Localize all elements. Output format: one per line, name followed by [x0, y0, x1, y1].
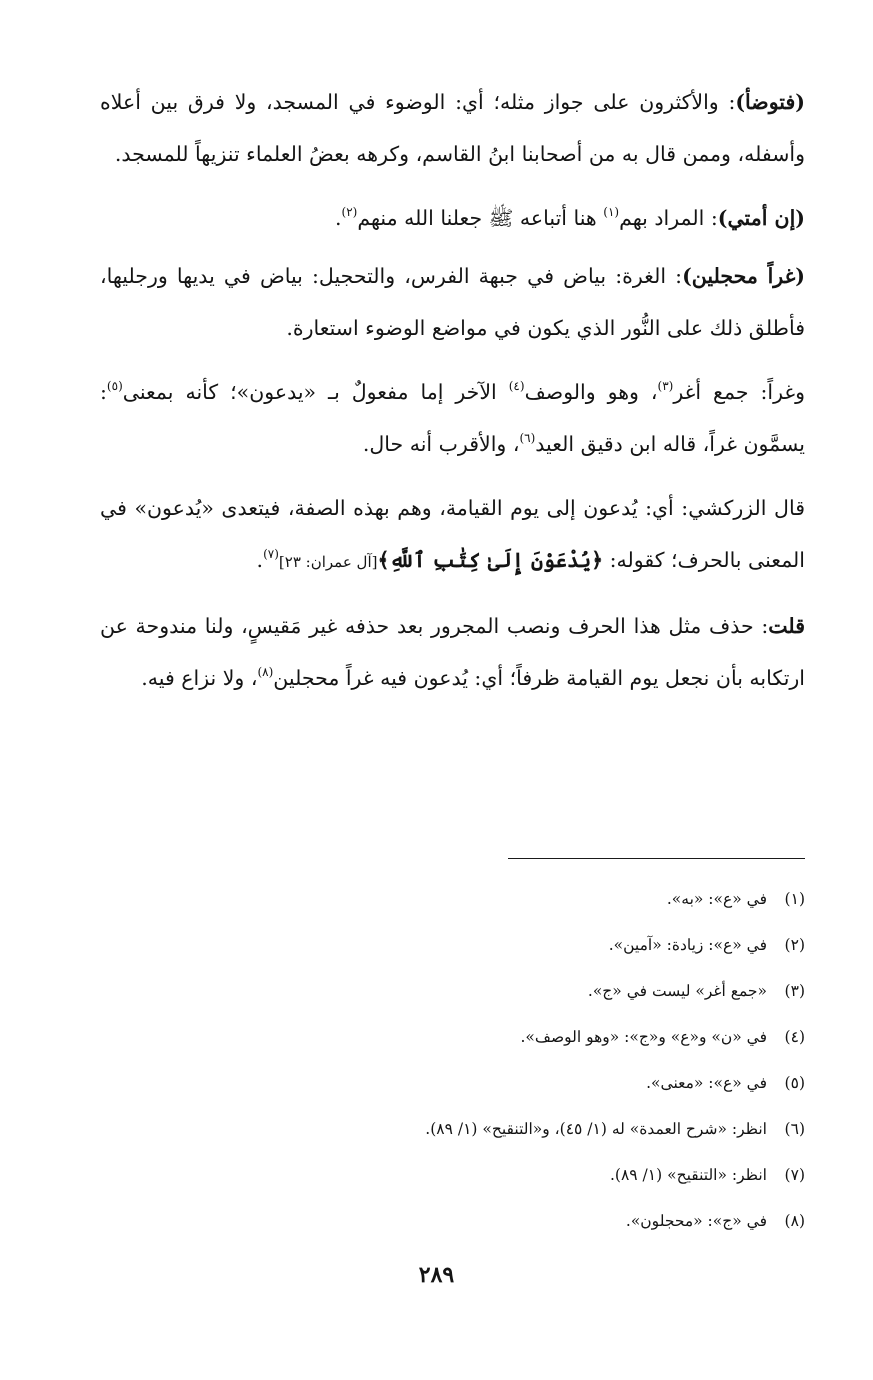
paragraph-agharr [100, 366, 805, 470]
footnote-item [100, 968, 805, 1014]
paragraph-ghurran [100, 250, 805, 354]
footnote-item [100, 1152, 805, 1198]
footnote-number: (٤) [784, 1028, 805, 1046]
footnote-item [100, 922, 805, 968]
footnote-number: (١) [784, 890, 805, 908]
quran-verse: ﴿يُدْعَوْنَ إِلَىٰ كِتَٰبِ ٱللَّهِ﴾ [377, 548, 604, 572]
paragraph-text: . [256, 548, 264, 572]
paragraph-text: : حذف مثل هذا الحرف ونصب المجرور بعد حذفه غير مَقيسٍ، ولنا مندوحة عن ارتكابه بأن نجعل يوم القيامة ظرفاً؛ أي: يُدعون فيه غراً محجلين [100, 614, 805, 690]
footnote-marker[interactable]: (٣) [657, 379, 674, 393]
lemma-heading: قلت [768, 614, 805, 638]
footnote-number: (٢) [784, 936, 805, 954]
page-number: ٢٨٩ [418, 1262, 455, 1288]
footnote-number: (٦) [784, 1120, 805, 1138]
paragraph-zarkashi [100, 482, 805, 588]
footnote-item [100, 1060, 805, 1106]
paragraph-text: ، والأقرب أنه حال. [362, 432, 520, 456]
footnote-marker[interactable]: (٢) [341, 205, 358, 219]
footnotes-list [100, 876, 805, 1244]
paragraph-inna-ummati [100, 192, 805, 244]
footnote-marker[interactable]: (٨) [257, 665, 274, 679]
lemma-heading: (غراً محجلين) [682, 264, 805, 288]
lemma-heading: (فتوضأ) [735, 90, 805, 114]
paragraph-text: قال الزركشي: أي: يُدعون إلى يوم القيامة، وهم بهذه الصفة، فيتعدى «يُدعون» في المعنى بالحرف؛ كقوله: [100, 496, 805, 572]
footnote-marker[interactable]: (١) [603, 205, 620, 219]
paragraph-text: : يسمَّون غراً، قاله ابن دقيق العيد [100, 380, 805, 456]
footnote-text: انظر: «شرح العمدة» له (١/ ٤٥)، و«التنقيح» (١/ ٨٩). [425, 1120, 767, 1138]
footnote-text: في «ع»: «به». [666, 890, 767, 908]
paragraph-text: ، ولا نزاع فيه. [141, 666, 258, 690]
footnote-text: انظر: «التنقيح» (١/ ٨٩). [609, 1166, 767, 1184]
paragraph-text: : المراد بهم [619, 206, 718, 230]
footnote-number: (٥) [784, 1074, 805, 1092]
paragraph-text: . [334, 206, 342, 230]
footnote-item [100, 876, 805, 922]
paragraph-text: ، وهو والوصف [524, 380, 658, 404]
footnote-marker[interactable]: (٧) [263, 547, 279, 561]
main-text [100, 76, 805, 716]
footnote-text: في «ع»: زيادة: «آمين». [608, 936, 767, 954]
footnote-marker[interactable]: (٤) [508, 379, 525, 393]
footnote-separator [508, 858, 805, 859]
footnote-text: في «ج»: «محجلون». [625, 1212, 767, 1230]
footnote-item [100, 1014, 805, 1060]
paragraph-text: هنا أتباعه ﷺ جعلنا الله منهم [357, 206, 604, 230]
paragraph-fatawadda [100, 76, 805, 180]
footnote-item [100, 1198, 805, 1244]
lemma-heading: (إن أمتي) [717, 206, 805, 230]
paragraph-text: وغراً: جمع أغر [673, 380, 806, 404]
paragraph-text: الآخر إما مفعولٌ بـ «يدعون»؛ كأنه بمعنى [122, 380, 509, 404]
footnote-marker[interactable]: (٥) [106, 379, 123, 393]
footnote-text: «جمع أغر» ليست في «ج». [587, 982, 767, 1000]
footnote-number: (٧) [784, 1166, 805, 1184]
footnote-number: (٣) [784, 982, 805, 1000]
paragraph-text: : الغرة: بياض في جبهة الفرس، والتحجيل: بياض في يديها ورجليها، فأطلق ذلك على النُّور الذي يكون في مواضع الوضوء استعارة. [100, 264, 805, 340]
footnote-number: (٨) [784, 1212, 805, 1230]
paragraph-text: : والأكثرون على جواز مثله؛ أي: الوضوء في المسجد، ولا فرق بين أعلاه وأسفله، وممن قال به من أصحابنا ابنُ القاسم، وكرهه بعضُ العلماء تنزيهاً للمسجد. [100, 90, 805, 166]
paragraph-qultu [100, 600, 805, 704]
footnote-text: في «ن» و«ع» و«ج»: «وهو الوصف». [520, 1028, 767, 1046]
verse-reference: [آل عمران: ٢٣] [278, 553, 378, 571]
footnote-marker[interactable]: (٦) [519, 431, 536, 445]
footnote-item [100, 1106, 805, 1152]
footnote-text: في «ع»: «معنى». [646, 1074, 767, 1092]
